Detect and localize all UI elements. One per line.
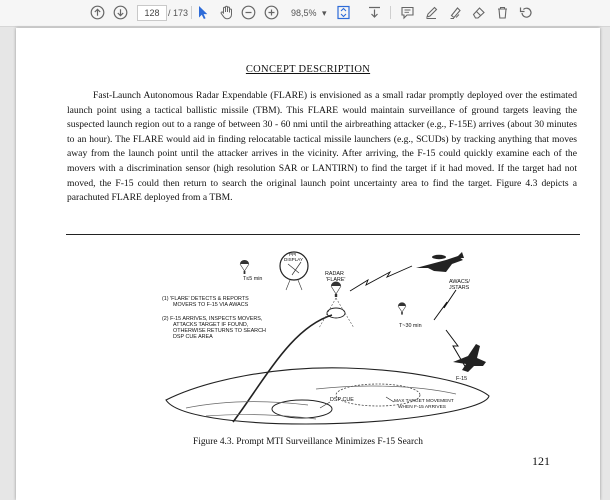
- max-movement-label-2: WHEN F-15 ARRIVES: [398, 405, 446, 410]
- step1-line1: (1) 'FLARE' DETECTS & REPORTS: [162, 296, 249, 302]
- figure-diagram: [16, 28, 600, 500]
- total-pages-label: / 173: [168, 8, 189, 18]
- pen-icon[interactable]: [423, 4, 439, 21]
- step1-line2: MOVERS TO F-15 VIA AWACS: [173, 302, 249, 308]
- hand-tool-icon[interactable]: [218, 4, 234, 21]
- body-paragraph: Fast-Launch Autonomous Radar Expendable (FLARE) is envisioned as a small radar promptly deployed over the estimated launch point using a tactical ballistic missile (TBM). This FLARE would maintain surveillance of ground targets leaving the suspected launch region out to a range of between 30 - 60 nmi until the airbreathing attacker (e.g., F-15E) arrives (about 30 minutes to an hour). The FLARE would aid in finding relocatable tactical missile launchers (e.g., SCUDs) by tracking anything that moves away from the launch point until the attacker arrives in the vicinity. After arriving, the F-15 could quickly examine each of the movers with a discrimination sensor (high resolution SAR or LANTIRN) to find the target if it had moved. If the target had not moved, the F-15 could then return to search the original launch point uncertainty area to find the target. Figure 4.3 depicts a parachuted FLARE deployed from a TBM.: [67, 90, 577, 204]
- radar-beam: [319, 298, 354, 328]
- flare-radar-icon: [331, 282, 341, 298]
- toolbar-divider: [390, 6, 391, 19]
- zoom-out-icon[interactable]: [240, 4, 257, 21]
- delete-icon[interactable]: [494, 4, 510, 21]
- parachute-icon: [240, 260, 249, 274]
- figure-caption: Figure 4.3. Prompt MTI Surveillance Minimizes F-15 Search: [193, 437, 423, 447]
- max-movement-label: MAX TARGET MOVEMENT: [394, 399, 454, 404]
- eraser-icon[interactable]: [470, 4, 486, 21]
- comment-icon[interactable]: [399, 4, 415, 21]
- pdf-toolbar: [0, 0, 610, 27]
- ppi-label: PPI: [289, 252, 297, 257]
- highlight-icon[interactable]: [447, 4, 463, 21]
- dsp-cue-label: DSP CUE: [330, 397, 354, 403]
- radar-label: RADAR: [325, 271, 344, 277]
- datalink-flare-awacs: [350, 266, 412, 291]
- time-label-30min: T~30 min: [399, 323, 422, 329]
- zoom-level-value[interactable]: 98,5%: [291, 8, 317, 18]
- page-number: 121: [532, 454, 550, 468]
- scroll-down-icon[interactable]: [112, 4, 129, 21]
- step2-line3: OTHERWISE RETURNS TO SEARCH: [173, 328, 266, 334]
- f15-label: F-15: [456, 376, 468, 382]
- parachute-icon: [398, 302, 406, 314]
- undo-icon[interactable]: [517, 4, 533, 21]
- pdf-page: [16, 28, 600, 500]
- select-cursor-icon[interactable]: [196, 4, 210, 21]
- time-label-5min: T≤5 min: [243, 276, 263, 282]
- ppi-display-label: DISPLAY: [284, 257, 304, 262]
- toolbar-divider: [191, 6, 192, 19]
- datalink-awacs-f15: [434, 290, 466, 368]
- f15-fighter-icon: [453, 344, 486, 372]
- step2-line2: ATTACKS TARGET IF FOUND,: [173, 322, 249, 328]
- awacs-label: AWACS/: [449, 279, 470, 285]
- page-number-input[interactable]: 128: [137, 5, 167, 21]
- zoom-in-icon[interactable]: [263, 4, 280, 21]
- step2-line1: (2) F-15 ARRIVES, INSPECTS MOVERS,: [162, 316, 263, 322]
- awacs-aircraft-icon: [416, 252, 464, 272]
- step2-line4: DSP CUE AREA: [173, 334, 213, 340]
- flare-label: 'FLARE': [326, 277, 346, 283]
- jstars-label: JSTARS: [449, 285, 470, 291]
- scroll-up-icon[interactable]: [89, 4, 106, 21]
- chevron-down-icon[interactable]: ▾: [322, 8, 327, 18]
- section-title: CONCEPT DESCRIPTION: [245, 64, 371, 75]
- download-icon[interactable]: [366, 4, 383, 21]
- fit-page-icon[interactable]: [335, 4, 353, 21]
